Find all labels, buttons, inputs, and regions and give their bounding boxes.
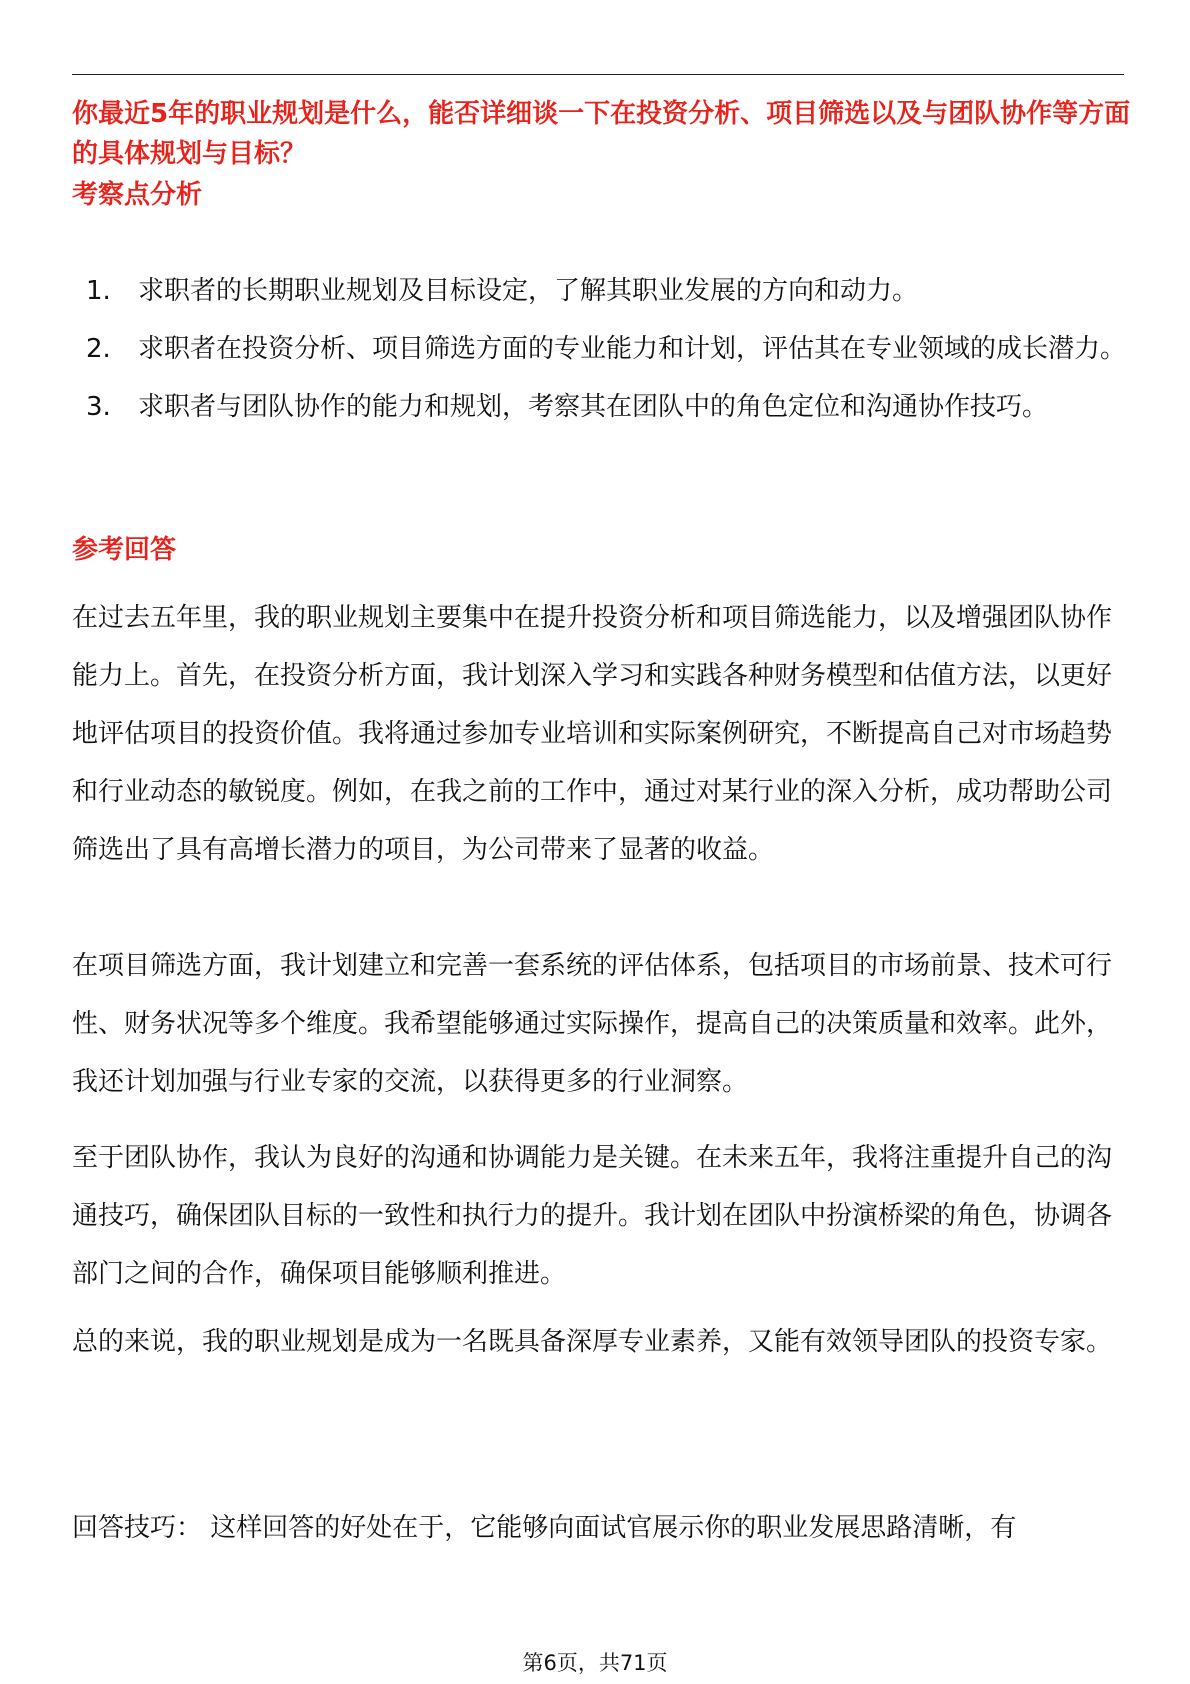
list-item-number: 3. <box>86 392 111 422</box>
list-item-number: 2. <box>86 334 111 364</box>
answer-paragraph-3: 至于团队协作，我认为良好的沟通和协调能力是关键。在未来五年，我将注重提升自己的沟通技巧，确保团队目标的一致性和执行力的提升。我计划在团队中扮演桥梁的角色，协调各部门之间的合作，确保项目能够顺利推进。 <box>72 1143 1113 1289</box>
analysis-heading: 考察点分析 <box>72 180 203 210</box>
question-title: 你最近5年的职业规划是什么，能否详细谈一下在投资分析、项目筛选以及与团队协作等方面的具体规划与目标？ <box>72 99 1131 169</box>
list-item-text: 求职者的长期职业规划及目标设定，了解其职业发展的方向和动力。 <box>138 276 919 306</box>
analysis-points-list <box>72 262 1132 436</box>
list-item-text: 求职者与团队协作的能力和规划，考察其在团队中的角色定位和沟通协作技巧。 <box>138 392 1049 422</box>
list-item <box>72 320 1132 378</box>
list-item-text: 求职者在投资分析、项目筛选方面的专业能力和计划，评估其在专业领域的成长潜力。 <box>138 334 1127 364</box>
answer-tip: 回答技巧： 这样回答的好处在于，它能够向面试官展示你的职业发展思路清晰，有 <box>72 1513 1017 1543</box>
list-item <box>72 262 1132 320</box>
list-item-number: 1. <box>86 276 111 306</box>
top-divider <box>72 74 1124 75</box>
answer-paragraph-2: 在项目筛选方面，我计划建立和完善一套系统的评估体系，包括项目的市场前景、技术可行性、财务状况等多个维度。我希望能够通过实际操作，提高自己的决策质量和效率。此外，我还计划加强与行业专家的交流，以获得更多的行业洞察。 <box>72 951 1113 1097</box>
page-number: 第6页，共71页 <box>522 1651 668 1675</box>
list-item <box>72 378 1132 436</box>
answer-paragraph-4: 总的来说，我的职业规划是成为一名既具备深厚专业素养，又能有效领导团队的投资专家。 <box>72 1327 1113 1357</box>
answer-heading: 参考回答 <box>72 535 177 565</box>
answer-paragraph-1: 在过去五年里，我的职业规划主要集中在提升投资分析和项目筛选能力，以及增强团队协作能力上。首先，在投资分析方面，我计划深入学习和实践各种财务模型和估值方法，以更好地评估项目的投资价值。我将通过参加专业培训和实际案例研究，不断提高自己对市场趋势和行业动态的敏锐度。例如，在我之前的工作中，通过对某行业的深入分析，成功帮助公司筛选出了具有高增长潜力的项目，为公司带来了显著的收益。 <box>72 603 1113 865</box>
